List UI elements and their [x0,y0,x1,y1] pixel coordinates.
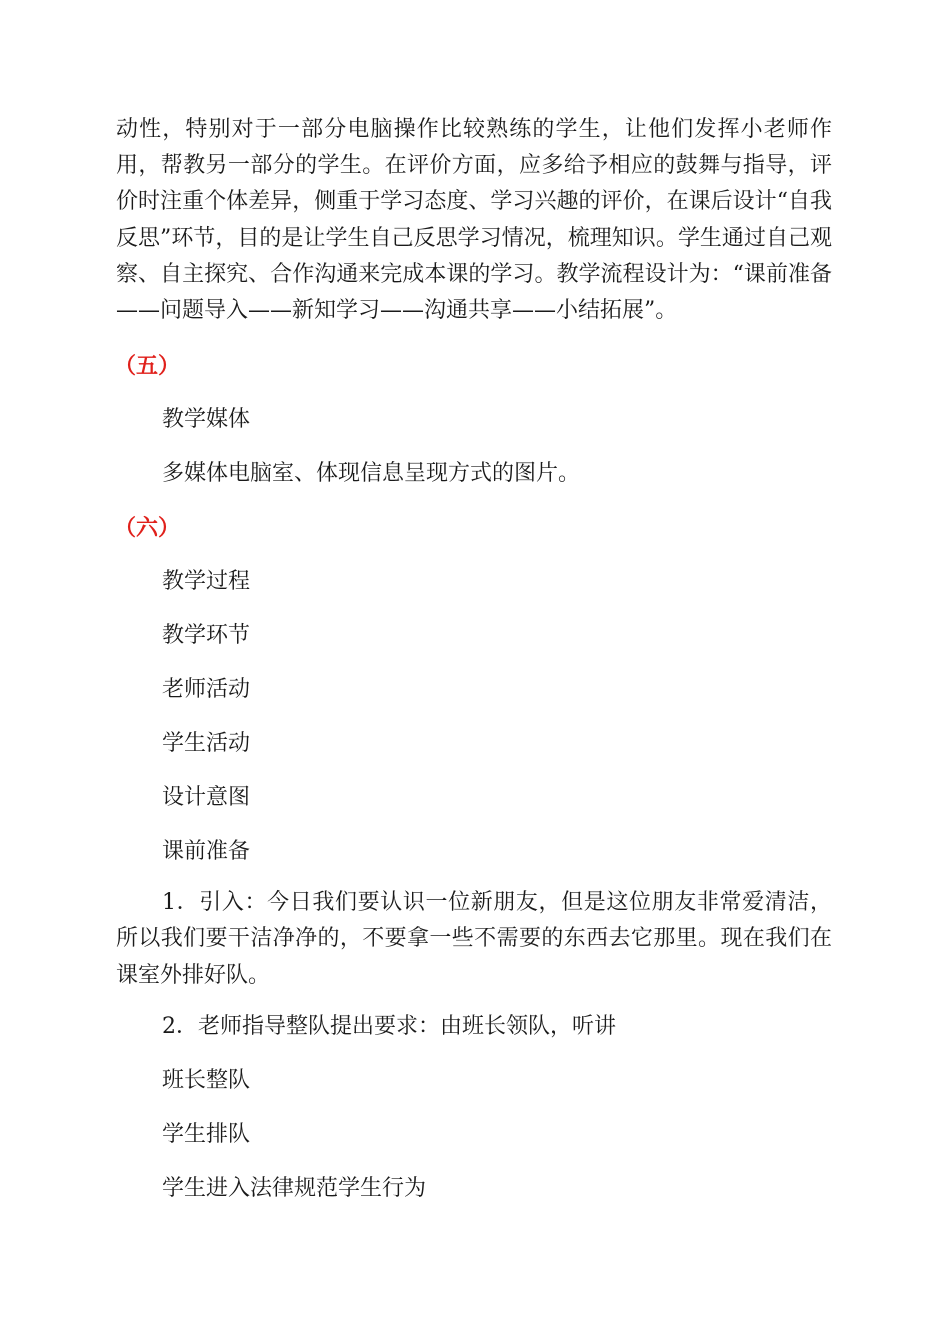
section-6-line-prep: 课前准备 [162,839,251,865]
section-6-line-intent: 设计意图 [162,785,251,811]
tail-line-monitor: 班长整队 [162,1067,251,1093]
section-6-line-teacher: 老师活动 [162,677,251,703]
tail-line-queue: 学生排队 [162,1121,251,1147]
tail-line-rules: 学生进入法律规范学生行为 [162,1175,427,1201]
intro-paragraph: 动性，特别对于一部分电脑操作比较熟练的学生，让他们发挥小老师作用，帮教另一部分的学生。在评价方面，应多给予相应的鼓舞与指导，评价时注重个体差异，侧重于学习态度、学习兴趣的评价，在课后设计“自我反思”环节，目的是让学生自己反思学习情况，梳理知识。学生通过自己观察、自主探究、合作沟通来完成本课的学习。教学流程设计为：“课前准备——问题导入——新知学习——沟通共享——小结拓展”。 [116,117,832,324]
item-1-paragraph: 1．引入：今日我们要认识一位新朋友，但是这位朋友非常爱清洁，所以我们要干洁净净的，不要拿一些不需要的东西去它那里。现在我们在课室外排好队。 [116,890,832,988]
section-heading-6: （六） [114,515,181,542]
section-6-line-process: 教学过程 [162,569,251,595]
section-heading-5: （五） [114,353,181,380]
document-body [116,112,832,1204]
item-2-line: 2．老师指导整队提出要求：由班长领队，听讲 [162,1013,616,1039]
section-6-line-stage: 教学环节 [162,623,251,649]
section-6-line-student: 学生活动 [162,731,251,757]
section-5-line-media-desc: 多媒体电脑室、体现信息呈现方式的图片。 [162,461,581,487]
section-5-line-media: 教学媒体 [162,407,251,433]
